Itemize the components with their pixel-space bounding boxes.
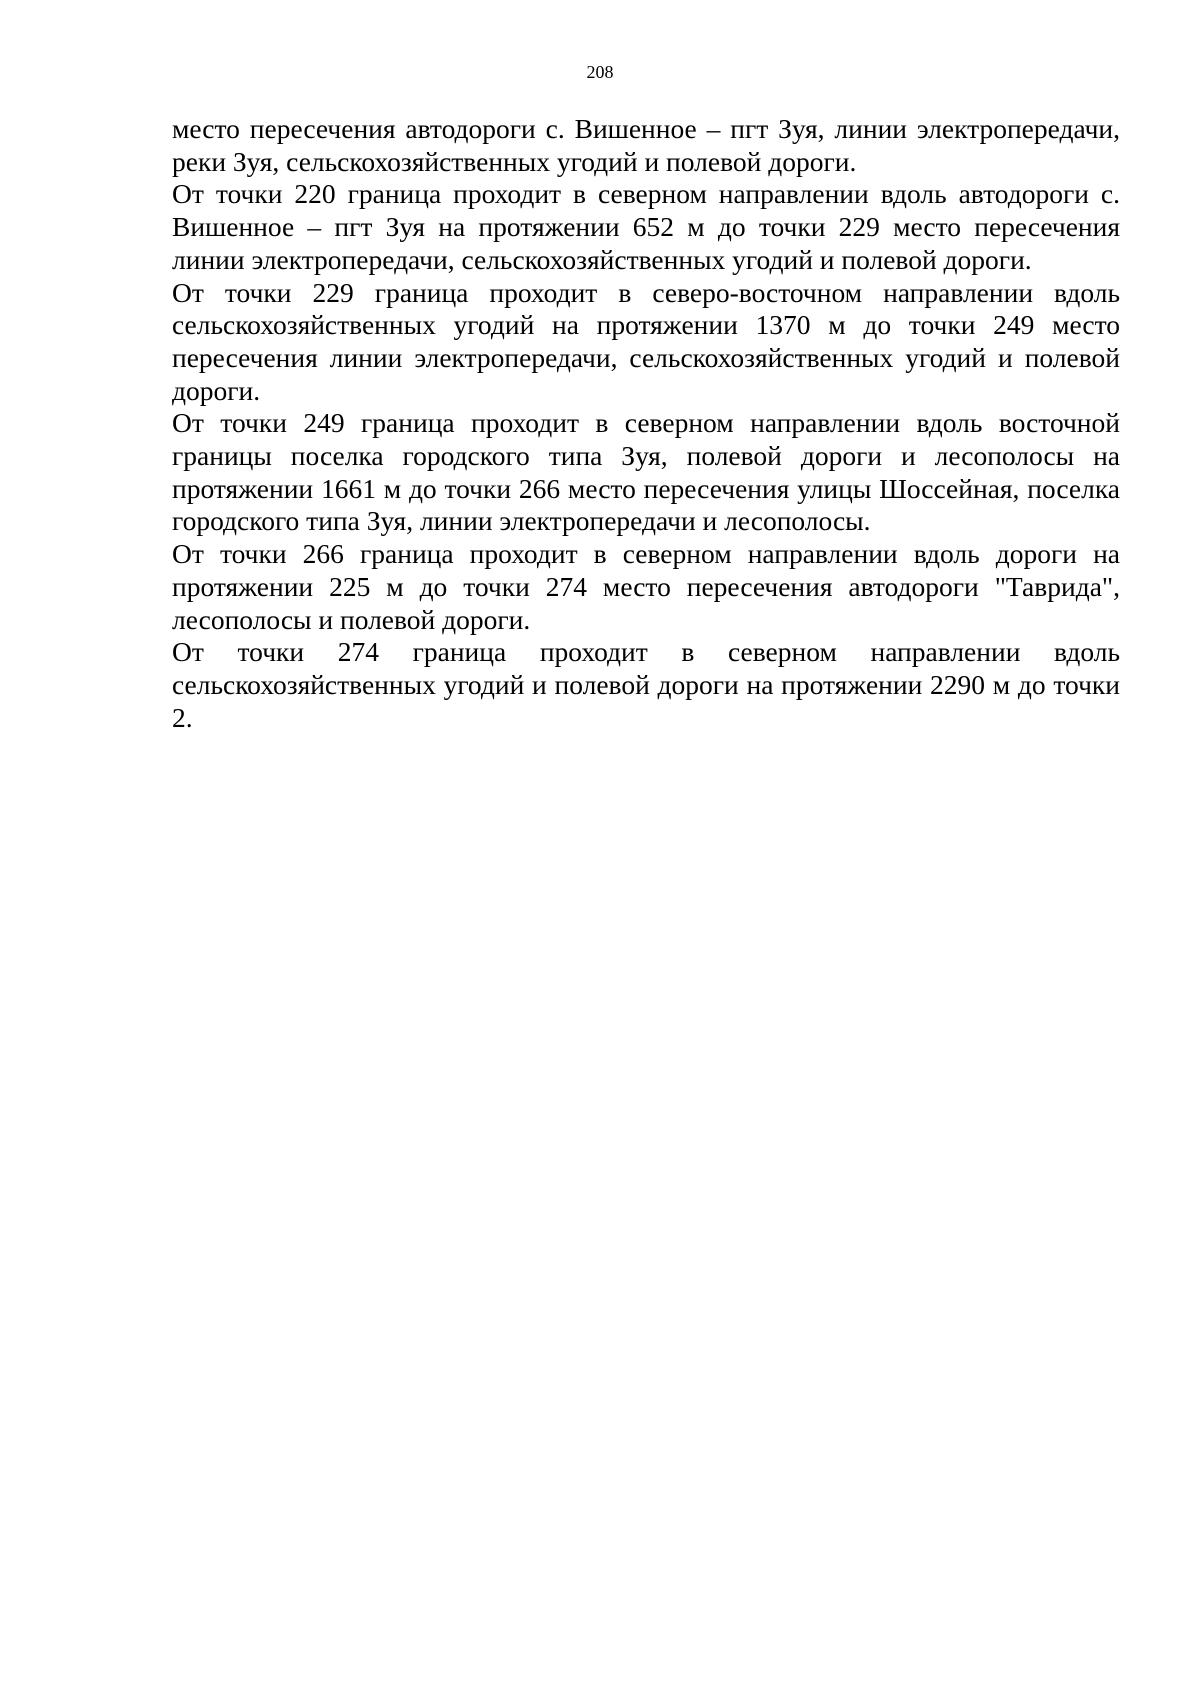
paragraph-point-220: От точки 220 граница проходит в северном направлении вдоль автодороги с. Вишенное – пгт Зуя на протяжении 652 м до точки 229 место пересечения линии электропередачи, сельскохозяйственных угодий и полевой дороги. — [172, 178, 1120, 275]
paragraph-point-274: От точки 274 граница проходит в северном направлении вдоль сельскохозяйственных угодий и полевой дороги на протяжении 2290 м до точки 2. — [172, 636, 1120, 733]
paragraph-point-266: От точки 266 граница проходит в северном направлении вдоль дороги на протяжении 225 м до точки 274 место пересечения автодороги "Таврида", лесополосы и полевой дороги. — [172, 538, 1120, 635]
paragraph-continuation: место пересечения автодороги с. Вишенное – пгт Зуя, линии электропередачи, реки Зуя, сельскохозяйственных угодий и полевой дороги. — [172, 113, 1120, 177]
paragraph-point-249: От точки 249 граница проходит в северном направлении вдоль восточной границы поселка городского типа Зуя, полевой дороги и лесополосы на протяжении 1661 м до точки 266 место пересечения улицы Шоссейная, поселка городского типа Зуя, линии электропередачи и лесополосы. — [172, 407, 1120, 537]
document-body — [172, 113, 1120, 734]
paragraph-point-229: От точки 229 граница проходит в северо-восточном направлении вдоль сельскохозяйственных угодий на протяжении 1370 м до точки 249 место пересечения линии электропередачи, сельскохозяйственных угодий и полевой дороги. — [172, 276, 1120, 406]
page-number: 208 — [586, 62, 614, 82]
